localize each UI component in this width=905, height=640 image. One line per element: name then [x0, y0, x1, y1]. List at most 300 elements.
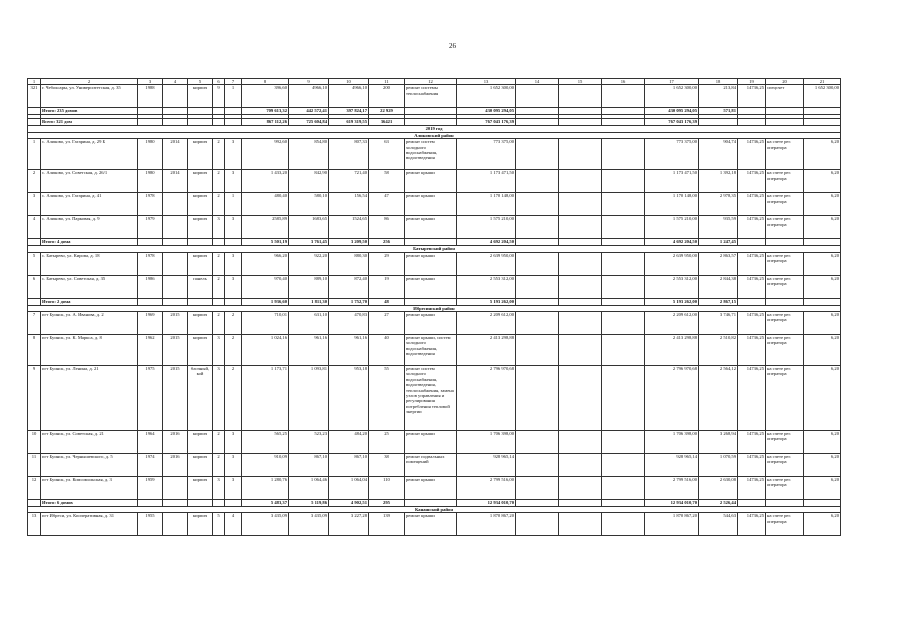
cell-col-8: 1 936,60 [242, 298, 289, 305]
cell-col-1: 4 [28, 216, 41, 239]
district-heading-row-label: Батыревский район [28, 246, 841, 252]
cell-col-18: 2 867,15 [699, 298, 738, 305]
cell-col-12: ремонт систем холодного водоснабжения, водоотведения [405, 139, 457, 170]
cell-col-13: 2 799 516,00 [457, 477, 516, 500]
cell-col-12: ремонт крыши [405, 312, 457, 335]
cell-col-6: 2 [213, 431, 225, 454]
cell-col-14 [516, 85, 559, 108]
cell-col-3: 1980 [138, 170, 163, 193]
cell-col-16: 16 [602, 79, 645, 85]
cell-col-2: пгт Буинск, ул. Чернышевского, д. 5 [41, 454, 138, 477]
cell-col-18: 2 844,38 [699, 275, 738, 298]
cell-col-12: ремонт крыши, систем холодного водоснабжения, водоотведения [405, 335, 457, 366]
district-heading-row-label: Ибресинский район [28, 305, 841, 311]
cell-col-4 [163, 500, 188, 507]
cell-col-9: 961,16 [289, 335, 329, 366]
cell-col-16 [602, 85, 645, 108]
cell-col-14 [516, 513, 559, 536]
cell-col-9: 1 093,81 [289, 366, 329, 431]
cell-col-4 [163, 85, 188, 108]
cell-col-10: 3 227,28 [329, 513, 369, 536]
cell-col-17: 2 796 970,68 [645, 366, 699, 431]
cell-col-7: 3 [225, 216, 242, 239]
cell-col-16 [602, 312, 645, 335]
cell-col-13: 2 796 970,68 [457, 366, 516, 431]
cell-col-18: 544,63 [699, 513, 738, 536]
cell-col-16 [602, 216, 645, 239]
cell-col-11: 63 [369, 139, 405, 170]
cell-col-7 [225, 108, 242, 115]
cell-col-4 [163, 298, 188, 305]
cell-col-21 [804, 500, 841, 507]
cell-col-9: 3 761,45 [289, 239, 329, 246]
cell-col-21 [804, 108, 841, 115]
cell-col-21: 6,20 [804, 275, 841, 298]
cell-col-5: кирпич [188, 170, 213, 193]
total-row [28, 500, 841, 507]
cell-col-7: 3 [225, 454, 242, 477]
cell-col-9: 1 811,30 [289, 298, 329, 305]
cell-col-19 [738, 298, 766, 305]
cell-col-10: 3 209,50 [329, 239, 369, 246]
cell-col-4 [163, 119, 188, 126]
cell-col-13: 1 870 867,20 [457, 513, 516, 536]
cell-col-15 [559, 216, 602, 239]
cell-col-6: 2 [213, 252, 225, 275]
table-row [28, 193, 841, 216]
cell-col-5: 5 [188, 79, 213, 85]
cell-col-19: 14736,25 [738, 252, 766, 275]
cell-col-13: 5 193 262,00 [457, 298, 516, 305]
cell-col-4: 2015 [163, 366, 188, 431]
cell-col-18: 935,59 [699, 216, 738, 239]
cell-col-3: 1959 [138, 477, 163, 500]
cell-col-15 [559, 85, 602, 108]
cell-col-11: 27 [369, 312, 405, 335]
cell-col-21: 1 652 300,00 [804, 85, 841, 108]
cell-col-8: 3 435,09 [242, 513, 289, 536]
cell-col-4 [163, 108, 188, 115]
cell-col-2: пгт Ибреси, ул. Кооперативная, д. 31 [41, 513, 138, 536]
cell-col-7: 3 [225, 252, 242, 275]
cell-col-6: 3 [213, 366, 225, 431]
cell-col-10: 872,40 [329, 275, 369, 298]
cell-col-4 [163, 216, 188, 239]
cell-col-5: кирпич [188, 193, 213, 216]
cell-col-5 [188, 119, 213, 126]
cell-col-12 [405, 119, 457, 126]
cell-col-8: 1 173,71 [242, 366, 289, 431]
cell-col-16 [602, 275, 645, 298]
cell-col-10: 484,20 [329, 431, 369, 454]
cell-col-6: 2 [213, 193, 225, 216]
cell-col-20: на счете рег. оператора [766, 431, 804, 454]
cell-col-7 [225, 298, 242, 305]
cell-col-20 [766, 500, 804, 507]
cell-col-9: 867,10 [289, 454, 329, 477]
cell-col-2: с. Аликово, ул. Советская, д. 26/1 [41, 170, 138, 193]
cell-col-19 [738, 239, 766, 246]
cell-col-11: 29 [369, 252, 405, 275]
cell-col-11: 47 [369, 193, 405, 216]
cell-col-16 [602, 193, 645, 216]
cell-col-4: 2016 [163, 431, 188, 454]
cell-col-9: 523,23 [289, 431, 329, 454]
cell-col-3: 3 [138, 79, 163, 85]
cell-col-15: 15 [559, 79, 602, 85]
cell-col-8: 970,40 [242, 275, 289, 298]
cell-col-14 [516, 252, 559, 275]
cell-col-2: Итого: 2 дома [41, 298, 138, 305]
cell-col-18: 2 564,12 [699, 366, 738, 431]
cell-col-4: 2014 [163, 139, 188, 170]
cell-col-5: кирпич [188, 252, 213, 275]
cell-col-5: кирпич [188, 85, 213, 108]
cell-col-21: 6,20 [804, 216, 841, 239]
district-heading-row-label: Канашский район [28, 507, 841, 513]
cell-col-21: 6,20 [804, 477, 841, 500]
cell-col-5: панель [188, 275, 213, 298]
cell-col-1: 11 [28, 454, 41, 477]
cell-col-6 [213, 119, 225, 126]
cell-col-11: 19 [369, 275, 405, 298]
cell-col-6: 2 [213, 170, 225, 193]
cell-col-8: 910,09 [242, 454, 289, 477]
cell-col-11: 200 [369, 85, 405, 108]
cell-col-1: 6 [28, 275, 41, 298]
cell-col-3 [138, 500, 163, 507]
cell-col-20: спецсчет [766, 85, 804, 108]
cell-col-1: 7 [28, 312, 41, 335]
cell-col-14 [516, 500, 559, 507]
cell-col-5: кирпич [188, 477, 213, 500]
cell-col-3: 1964 [138, 431, 163, 454]
cell-col-9: 842,90 [289, 170, 329, 193]
cell-col-7: 7 [225, 79, 242, 85]
cell-col-13: 1 170 148,00 [457, 193, 516, 216]
cell-col-14 [516, 239, 559, 246]
cell-col-20: на счете рег. оператора [766, 477, 804, 500]
cell-col-9: 4966,10 [289, 85, 329, 108]
cell-col-21: 6,20 [804, 139, 841, 170]
cell-col-3: 1986 [138, 275, 163, 298]
cell-col-1: 1 [28, 79, 41, 85]
total-row [28, 119, 841, 126]
cell-col-7: 3 [225, 477, 242, 500]
cell-col-13: 767 043 176,39 [457, 119, 516, 126]
cell-col-16 [602, 335, 645, 366]
cell-col-19: 14736,25 [738, 431, 766, 454]
cell-col-13: 2 209 612,00 [457, 312, 516, 335]
cell-col-2: Итого: 4 дома [41, 239, 138, 246]
cell-col-7: 3 [225, 431, 242, 454]
cell-col-17: 1 652 300,00 [645, 85, 699, 108]
cell-col-12: 12 [405, 79, 457, 85]
cell-col-16 [602, 239, 645, 246]
cell-col-8: 709 613,32 [242, 108, 289, 115]
table-row [28, 216, 841, 239]
cell-col-1: 13 [28, 513, 41, 536]
cell-col-13: 2 639 950,00 [457, 252, 516, 275]
cell-col-17: 2 553 312,00 [645, 275, 699, 298]
cell-col-9: 889,10 [289, 275, 329, 298]
cell-col-5 [188, 500, 213, 507]
cell-col-13: 2 413 298,88 [457, 335, 516, 366]
cell-col-4 [163, 477, 188, 500]
cell-col-14 [516, 275, 559, 298]
cell-col-5: кирпич [188, 513, 213, 536]
cell-col-7 [225, 119, 242, 126]
cell-col-18: 1 247,45 [699, 239, 738, 246]
cell-col-4: 2014 [163, 170, 188, 193]
cell-col-14 [516, 216, 559, 239]
cell-col-4 [163, 275, 188, 298]
cell-col-21: 21 [804, 79, 841, 85]
cell-col-4: 2016 [163, 454, 188, 477]
cell-col-8: 5 501,19 [242, 239, 289, 246]
cell-col-17: 5 193 262,00 [645, 298, 699, 305]
table-row [28, 513, 841, 536]
cell-col-21: 6,20 [804, 252, 841, 275]
cell-col-10: 867,10 [329, 454, 369, 477]
cell-col-2: пгт Буинск, ул. Комсомольская, д. 3 [41, 477, 138, 500]
cell-col-11: 40 [369, 335, 405, 366]
cell-col-9: 9 [289, 79, 329, 85]
cell-col-19 [738, 108, 766, 115]
cell-col-3: 1979 [138, 216, 163, 239]
cell-col-17: 767 043 176,39 [645, 119, 699, 126]
cell-col-20: на счете рег. оператора [766, 193, 804, 216]
total-row [28, 108, 841, 115]
cell-col-3: 1969 [138, 312, 163, 335]
cell-col-3 [138, 298, 163, 305]
cell-col-17: 2 639 950,00 [645, 252, 699, 275]
cell-col-21 [804, 298, 841, 305]
cell-col-19: 14736,25 [738, 193, 766, 216]
cell-col-19: 14736,25 [738, 335, 766, 366]
cell-col-12: ремонт крыши [405, 431, 457, 454]
cell-col-17: 1 173 471,50 [645, 170, 699, 193]
cell-col-7: 2 [225, 312, 242, 335]
cell-col-6: 3 [213, 216, 225, 239]
cell-col-18 [699, 119, 738, 126]
cell-col-17: 430 095 294,05 [645, 108, 699, 115]
cell-col-17: 17 [645, 79, 699, 85]
cell-col-3 [138, 119, 163, 126]
cell-col-7 [225, 239, 242, 246]
cell-col-18: 2 863,57 [699, 252, 738, 275]
cell-col-5: кирпич [188, 312, 213, 335]
cell-col-6: 2 [213, 454, 225, 477]
cell-col-1: 9 [28, 366, 41, 431]
cell-col-2: с. Аликово, ул. Гагарина, д. 41 [41, 193, 138, 216]
cell-col-6 [213, 500, 225, 507]
cell-col-2: Итого: 6 домов [41, 500, 138, 507]
cell-col-8: 396,60 [242, 85, 289, 108]
cell-col-2: 2 [41, 79, 138, 85]
cell-col-9: 854,80 [289, 139, 329, 170]
cell-col-8: 966,20 [242, 252, 289, 275]
cell-col-15 [559, 454, 602, 477]
cell-col-3: 1980 [138, 139, 163, 170]
table-row [28, 477, 841, 500]
cell-col-16 [602, 139, 645, 170]
cell-col-19: 14736,25 [738, 312, 766, 335]
cell-col-20: на счете рег. оператора [766, 170, 804, 193]
cell-col-11: 38 [369, 454, 405, 477]
cell-col-16 [602, 500, 645, 507]
cell-col-21: 6,20 [804, 335, 841, 366]
cell-col-2: с. Батырево, ул. Советская, д. 35 [41, 275, 138, 298]
cell-col-15 [559, 239, 602, 246]
cell-col-19: 14736,25 [738, 454, 766, 477]
cell-col-10: 4966,10 [329, 85, 369, 108]
cell-col-15 [559, 335, 602, 366]
cell-col-8: 8 [242, 79, 289, 85]
cell-col-19: 14736,25 [738, 513, 766, 536]
cell-col-17: 2 413 298,88 [645, 335, 699, 366]
cell-col-3: 1988 [138, 85, 163, 108]
cell-col-12: ремонт крыши [405, 170, 457, 193]
table-row [28, 85, 841, 108]
cell-col-21: 6,20 [804, 312, 841, 335]
cell-col-17: 1 870 867,20 [645, 513, 699, 536]
cell-col-6 [213, 108, 225, 115]
cell-col-18: 1 392,18 [699, 170, 738, 193]
cell-col-6: 3 [213, 335, 225, 366]
cell-col-19: 14736,25 [738, 139, 766, 170]
cell-col-1: 321 [28, 85, 41, 108]
cell-col-7: 2 [225, 335, 242, 366]
cell-col-12 [405, 108, 457, 115]
cell-col-20 [766, 108, 804, 115]
cell-col-17: 2 799 516,00 [645, 477, 699, 500]
cell-col-15 [559, 139, 602, 170]
cell-col-5: кирпич [188, 216, 213, 239]
cell-col-5: кирпич [188, 335, 213, 366]
cell-col-11: 295 [369, 500, 405, 507]
cell-col-6: 2 [213, 275, 225, 298]
cell-col-12 [405, 500, 457, 507]
cell-col-5: блочный, кой [188, 366, 213, 431]
cell-col-16 [602, 454, 645, 477]
cell-col-8: 1 280,76 [242, 477, 289, 500]
cell-col-5 [188, 108, 213, 115]
cell-col-16 [602, 431, 645, 454]
cell-col-14 [516, 431, 559, 454]
cell-col-17: 1 706 398,00 [645, 431, 699, 454]
cell-col-20: на счете рег. оператора [766, 454, 804, 477]
cell-col-20: 20 [766, 79, 804, 85]
cell-col-14 [516, 108, 559, 115]
cell-col-10: 1524,65 [329, 216, 369, 239]
table-row [28, 335, 841, 366]
cell-col-6: 2 [213, 312, 225, 335]
cell-col-8: 992,60 [242, 139, 289, 170]
cell-col-14 [516, 298, 559, 305]
cell-col-20: на счете рег. оператора [766, 335, 804, 366]
cell-col-13: 12 934 010,70 [457, 500, 516, 507]
cell-col-21: 6,20 [804, 170, 841, 193]
cell-col-20: на счете рег. оператора [766, 513, 804, 536]
table-row [28, 275, 841, 298]
cell-col-21: 6,20 [804, 454, 841, 477]
cell-col-12: ремонт крыши [405, 193, 457, 216]
cell-col-18: 3 746,71 [699, 312, 738, 335]
cell-col-20: на счете рег. оператора [766, 312, 804, 335]
cell-col-18: 2 630,08 [699, 477, 738, 500]
cell-col-3: 1975 [138, 366, 163, 431]
cell-col-21: 6,20 [804, 366, 841, 431]
cell-col-14 [516, 477, 559, 500]
cell-col-15 [559, 252, 602, 275]
cell-col-1 [28, 119, 41, 126]
cell-col-19: 19 [738, 79, 766, 85]
cell-col-12 [405, 298, 457, 305]
cell-col-9: 1683,65 [289, 216, 329, 239]
cell-col-6: 2 [213, 139, 225, 170]
table-row [28, 431, 841, 454]
cell-col-3: 1974 [138, 454, 163, 477]
cell-col-12: ремонт крыши [405, 216, 457, 239]
cell-col-15 [559, 366, 602, 431]
cell-col-1: 10 [28, 431, 41, 454]
cell-col-19 [738, 500, 766, 507]
cell-col-14 [516, 170, 559, 193]
cell-col-14 [516, 454, 559, 477]
cell-col-3: 1962 [138, 335, 163, 366]
cell-col-17: 12 934 010,70 [645, 500, 699, 507]
cell-col-15 [559, 193, 602, 216]
cell-col-9: 3 435,09 [289, 513, 329, 536]
table-row [28, 139, 841, 170]
cell-col-10: 1 064,04 [329, 477, 369, 500]
cell-col-13: 13 [457, 79, 516, 85]
cell-col-9: 922,20 [289, 252, 329, 275]
year-heading-row-label: 2019 год [28, 126, 841, 132]
cell-col-15 [559, 170, 602, 193]
cell-col-10: 10 [329, 79, 369, 85]
cell-col-12: ремонт системы теплоснабжения [405, 85, 457, 108]
cell-col-13: 1 706 398,00 [457, 431, 516, 454]
cell-col-1 [28, 298, 41, 305]
cell-col-20 [766, 119, 804, 126]
cell-col-18: 3 268,94 [699, 431, 738, 454]
cell-col-19: 14736,25 [738, 366, 766, 431]
table-row [28, 252, 841, 275]
cell-col-11: 11 [369, 79, 405, 85]
cell-col-7: 3 [225, 275, 242, 298]
cell-col-4 [163, 193, 188, 216]
cell-col-20: на счете рег. оператора [766, 252, 804, 275]
cell-col-15 [559, 119, 602, 126]
table-row [28, 454, 841, 477]
cell-col-3: 1978 [138, 252, 163, 275]
cell-col-20: на счете рег. оператора [766, 216, 804, 239]
cell-col-11: 256 [369, 239, 405, 246]
cell-col-2: пгт Буинск, ул. К. Маркса, д. 8 [41, 335, 138, 366]
cell-col-17: 4 692 204,50 [645, 239, 699, 246]
cell-col-12 [405, 239, 457, 246]
cell-col-13: 1 652 300,00 [457, 85, 516, 108]
page-number: 26 [449, 42, 456, 50]
cell-col-13: 1 575 210,00 [457, 216, 516, 239]
cell-col-11: 55 [369, 366, 405, 431]
cell-col-15 [559, 275, 602, 298]
cell-col-18: 571,81 [699, 108, 738, 115]
cell-col-13: 1 173 471,50 [457, 170, 516, 193]
cell-col-17: 1 575 210,00 [645, 216, 699, 239]
